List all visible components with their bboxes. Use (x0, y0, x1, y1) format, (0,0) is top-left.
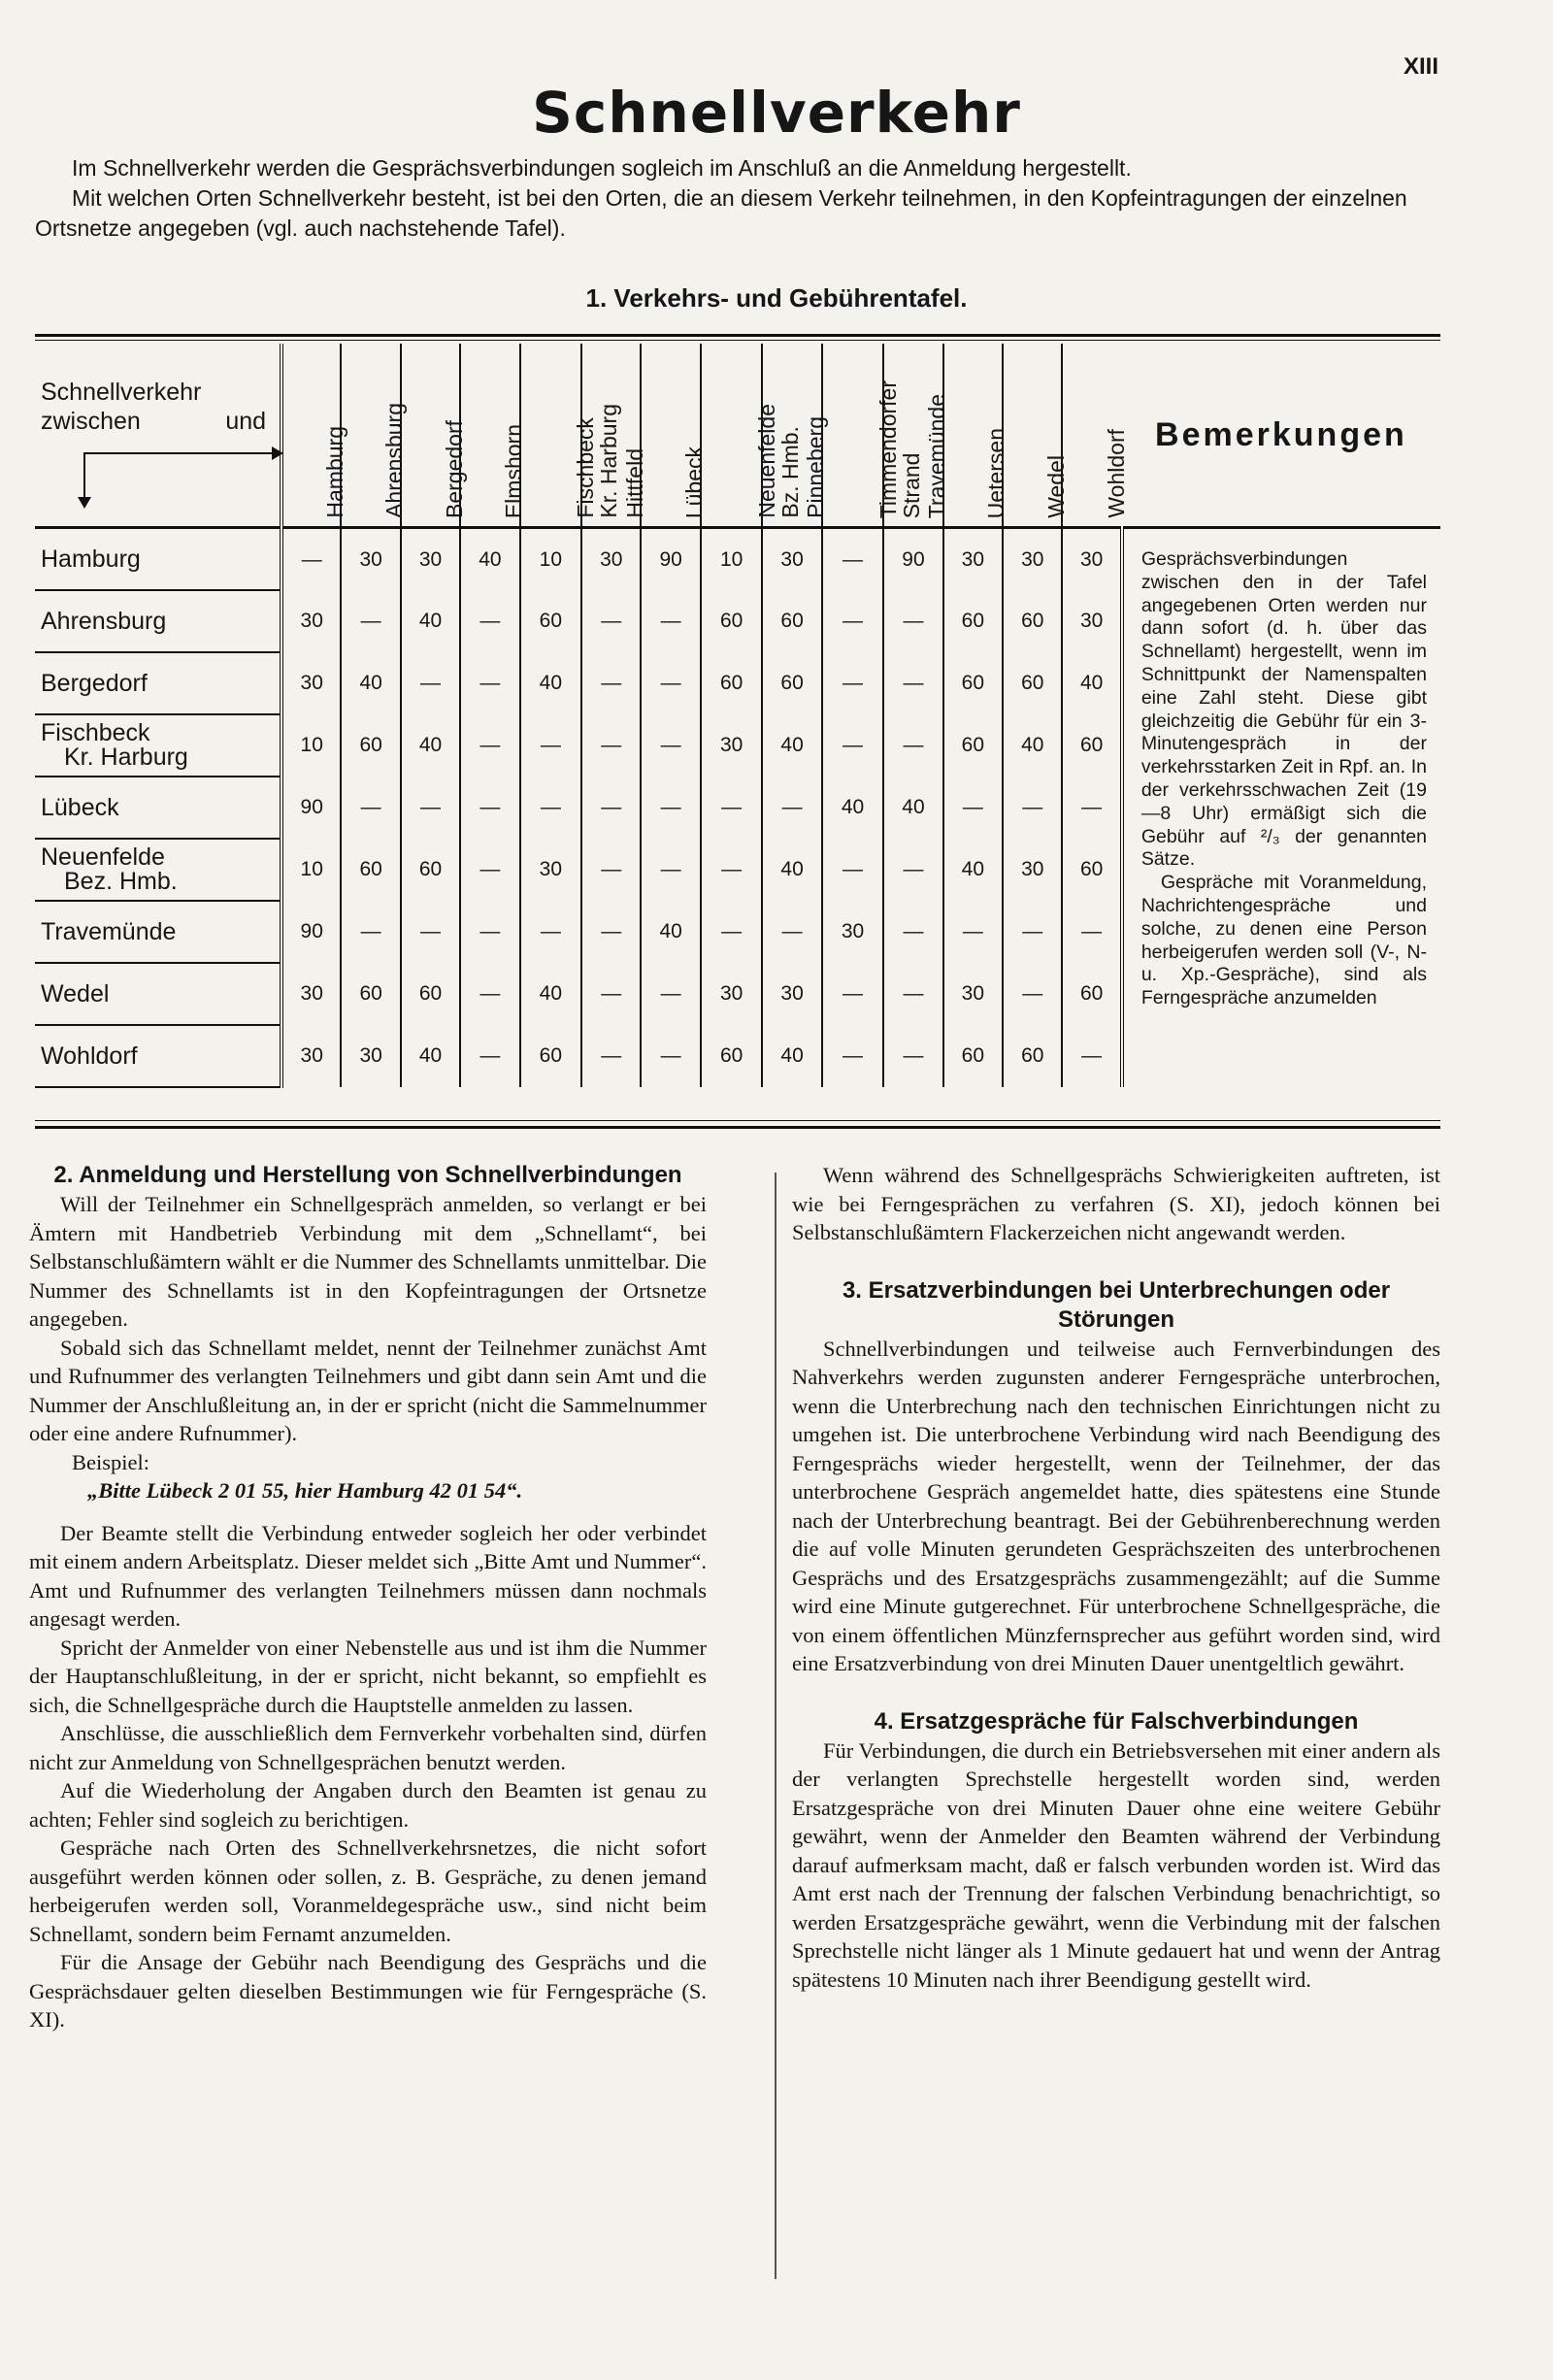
table-top-rule-thin (35, 340, 1440, 341)
fee-cell: — (883, 901, 942, 963)
row-place-name (35, 590, 281, 652)
fee-cell: 90 (281, 777, 341, 839)
arrow-right-icon (83, 452, 281, 454)
fee-cell: 30 (281, 590, 341, 652)
left-column (29, 1161, 707, 2034)
page-number: XIII (1403, 53, 1438, 80)
fee-cell: 60 (401, 839, 460, 901)
fee-cell: — (1003, 777, 1062, 839)
fee-cell: — (822, 714, 884, 777)
fee-cell: — (883, 963, 942, 1025)
fee-cell: 60 (341, 839, 400, 901)
example-label: Beispiel: (72, 1449, 149, 1474)
fee-cell: 60 (701, 1025, 763, 1087)
fee-cell: 60 (1062, 963, 1121, 1025)
table-corner (35, 344, 281, 528)
fee-cell: — (883, 1025, 942, 1087)
fee-cell: — (701, 901, 763, 963)
fee-cell: — (822, 590, 884, 652)
fee-cell: 40 (883, 777, 942, 839)
intro-paragraph: Im Schnellverkehr werden die Gesprächsverbindungen sogleich im Anschluß an die Anmeldung hergestellt. (72, 155, 1132, 181)
table-top-rule (35, 334, 1440, 337)
fee-cell: — (641, 714, 700, 777)
intro-text (35, 153, 1444, 244)
fee-cell: 10 (281, 714, 341, 777)
fee-cell: 60 (341, 963, 400, 1025)
fee-cell: — (581, 901, 641, 963)
fee-cell: — (1062, 1025, 1121, 1087)
corner-label-2: zwischen (41, 408, 141, 435)
column-header: Wohldorf (1062, 344, 1121, 528)
fee-cell: — (1003, 901, 1062, 963)
paragraph: Sobald sich das Schnellamt meldet, nennt der Teilnehmer zunächst Amt und Rufnummer des verlangten Teilnehmers und gibt dann sein Amt und die Nummer der Anschlußleitung an, in der er spricht (nicht die Sammelnummer oder eine andere Rufnummer). (29, 1335, 707, 1445)
fee-cell: 30 (1003, 839, 1062, 901)
column-header: Wedel (1003, 344, 1062, 528)
fee-cell: 40 (822, 777, 884, 839)
fee-cell: 30 (701, 963, 763, 1025)
fee-cell: 10 (281, 839, 341, 901)
fee-cell: — (581, 652, 641, 714)
page-title: Schnellverkehr (532, 80, 1021, 146)
column-header: Uetersen (943, 344, 1003, 528)
row-place-name-part: Wohldorf (41, 1041, 138, 1070)
fee-cell: 60 (762, 590, 821, 652)
fee-cell: 40 (762, 839, 821, 901)
row-place-name-part: Bez. Hmb. (64, 868, 178, 895)
fee-cell: — (943, 777, 1003, 839)
fee-cell: 40 (943, 839, 1003, 901)
fee-cell: — (1003, 963, 1062, 1025)
fee-cell: 40 (641, 901, 700, 963)
paragraph: Für Verbindungen, die durch ein Betriebsversehen mit einer andern als der verlangten Sprechstelle hergestellt worden sind, werden Ersatzgespräche von drei Minuten Dauer ohne eine weitere Gebühr gewährt, wenn der Anmelder den Beamten während der Verbindung darauf aufmerksam macht, daß er falsch verbunden worden ist. Wird das Amt erst nach der Trennung der falschen Verbindung benachrichtigt, so werden Ersatzgespräche gewährt, wenn die Verbindung mit der falschen Sprechstelle nicht länger als 1 Minute gedauert hat und wenn der Antrag spätestens 10 Minuten nach ihrer Beendigung gestellt wird. (792, 1737, 1440, 1992)
right-column (775, 1161, 1440, 1994)
fee-cell: — (822, 963, 884, 1025)
fee-cell: 30 (943, 528, 1003, 591)
fee-cell: — (883, 590, 942, 652)
fee-cell: — (641, 963, 700, 1025)
table-row (35, 528, 1440, 591)
fee-cell: — (460, 839, 519, 901)
fee-cell: 60 (762, 652, 821, 714)
fee-cell: — (883, 714, 942, 777)
fee-table (35, 344, 1440, 1088)
row-place-name (35, 901, 281, 963)
paragraph: Für die Ansage der Gebühr nach Beendigung des Gesprächs und die Gesprächsdauer gelten dieselben Bestimmungen wie für Ferngespräche (S. XI). (29, 1950, 707, 2032)
fee-cell: 30 (1062, 528, 1121, 591)
column-header: Neuenfelde Bz. Hmb. (701, 344, 763, 528)
fee-cell: — (762, 901, 821, 963)
fee-cell: 60 (943, 714, 1003, 777)
fee-cell: — (943, 901, 1003, 963)
fee-cell: — (341, 590, 400, 652)
fee-cell: 90 (281, 901, 341, 963)
section-heading-3: 3. Ersatzverbindungen bei Unterbrechungen oder Störungen (842, 1276, 1391, 1333)
fee-cell: — (460, 1025, 519, 1087)
fee-cell: 40 (460, 528, 519, 591)
fee-cell: — (581, 714, 641, 777)
fee-cell: 30 (762, 528, 821, 591)
fee-cell: 40 (401, 590, 460, 652)
column-header: Elmshorn (460, 344, 519, 528)
row-place-name-part: Wedel (41, 979, 110, 1008)
fee-cell: — (641, 590, 700, 652)
fee-cell: 40 (1003, 714, 1062, 777)
corner-label-3: und (225, 408, 267, 435)
fee-cell: — (341, 901, 400, 963)
fee-cell: 90 (883, 528, 942, 591)
table-bottom-rule (35, 1126, 1440, 1129)
fee-cell: 40 (520, 652, 582, 714)
fee-cell: — (581, 1025, 641, 1087)
table-bottom-rule-thin (35, 1120, 1440, 1121)
fee-cell: — (460, 901, 519, 963)
row-place-name (35, 714, 281, 777)
fee-cell: 40 (401, 1025, 460, 1087)
paragraph: Wenn während des Schnellgesprächs Schwierigkeiten auftreten, ist wie bei Ferngesprächen zu verfahren (S. XI), jedoch können bei Selbstanschlußämtern Flackerzeichen nicht angewandt werden. (792, 1163, 1440, 1244)
fee-cell: — (460, 714, 519, 777)
row-place-name (35, 777, 281, 839)
fee-cell: — (822, 652, 884, 714)
fee-cell: — (401, 652, 460, 714)
remarks-header: Bemerkungen (1122, 344, 1440, 528)
column-header: Hamburg (281, 344, 341, 528)
fee-cell: — (520, 714, 582, 777)
row-place-name-part: Bergedorf (41, 669, 148, 697)
fee-cell: — (641, 839, 700, 901)
fee-cell: 30 (581, 528, 641, 591)
fee-cell: 90 (641, 528, 700, 591)
row-place-name (35, 652, 281, 714)
fee-cell: — (281, 528, 341, 591)
fee-cell: — (581, 777, 641, 839)
fee-cell: 60 (701, 590, 763, 652)
fee-cell: 30 (281, 1025, 341, 1087)
fee-cell: 40 (401, 714, 460, 777)
fee-cell: 30 (281, 652, 341, 714)
fee-cell: — (701, 777, 763, 839)
column-header: Hittfeld (581, 344, 641, 528)
fee-cell: 30 (1062, 590, 1121, 652)
paragraph: Gespräche nach Orten des Schnellverkehrsnetzes, die nicht sofort ausgeführt werden können oder sollen, z. B. Gespräche, zu denen jemand herbeigerufen werden soll, Voranmeldegespräche usw., sind nicht beim Schnellamt, sondern beim Fernamt anzumelden. (29, 1835, 707, 1946)
example-text: „Bitte Lübeck 2 01 55, hier Hamburg 42 01 54“. (87, 1478, 523, 1503)
remarks-paragraph: Gesprächsverbindungen zwischen den in der Tafel angegebenen Orten werden nur dann sofort (d. h. über das Schnellamt) hergestellt, wenn im Schnittpunkt der Namenspalten eine Zahl steht. Diese gibt gleichzeitig die Gebühr für ein 3-Minutengespräch in der verkehrsstarken Zeit in Rpf. an. In der verkehrsschwachen Zeit (19—8 Uhr) ermäßigt sich die Gebühr auf ²/₃ der genannten Sätze. (1140, 548, 1427, 871)
fee-cell: — (581, 839, 641, 901)
row-place-name (35, 839, 281, 901)
row-place-name-part: Neuenfelde (41, 843, 165, 871)
fee-cell: — (520, 901, 582, 963)
column-header: Travemünde (883, 344, 942, 528)
fee-cell: 60 (401, 963, 460, 1025)
fee-cell: — (520, 777, 582, 839)
fee-cell: — (460, 590, 519, 652)
paragraph: Will der Teilnehmer ein Schnellgespräch anmelden, so verlangt er bei Ämtern mit Handbetrieb Verbindung mit dem „Schnellamt“, bei Selbstanschlußämtern wählt er die Nummer des Schnellamts unmittelbar. Die Nummer des Schnellamts ist in den Kopfeintragungen der Ortsnetze angegeben. (29, 1192, 707, 1331)
fee-cell: 30 (943, 963, 1003, 1025)
row-place-name-part: Hamburg (41, 545, 141, 573)
row-place-name-part: Ahrensburg (41, 607, 167, 635)
fee-cell: — (701, 839, 763, 901)
row-place-name (35, 963, 281, 1025)
row-place-name (35, 528, 281, 591)
fee-cell: — (581, 963, 641, 1025)
fee-cell: 40 (520, 963, 582, 1025)
fee-cell: 60 (520, 590, 582, 652)
fee-cell: 30 (281, 963, 341, 1025)
row-place-name-part: Lübeck (41, 793, 119, 821)
fee-cell: 40 (341, 652, 400, 714)
paragraph: Auf die Wiederholung der Angaben durch den Beamten ist genau zu achten; Fehler sind sogleich zu berichtigen. (29, 1778, 707, 1832)
fee-cell: 30 (341, 528, 400, 591)
table-title: 1. Verkehrs- und Gebührentafel. (585, 283, 968, 313)
fee-cell: 30 (1003, 528, 1062, 591)
fee-cell: 30 (701, 714, 763, 777)
fee-cell: — (822, 528, 884, 591)
fee-cell: 60 (1003, 590, 1062, 652)
fee-cell: 60 (1062, 839, 1121, 901)
fee-cell: — (762, 777, 821, 839)
column-header: Fischbeck Kr. Harburg (520, 344, 582, 528)
fee-cell: 60 (943, 590, 1003, 652)
fee-cell: 30 (401, 528, 460, 591)
fee-cell: — (641, 652, 700, 714)
fee-cell: — (460, 777, 519, 839)
paragraph: Schnellverbindungen und teilweise auch Fernverbindungen des Nahverkehrs werden zugunsten anderer Ferngespräche unterbrochen, wenn die Unterbrechung nach den technischen Einrichtungen nicht zu umgehen ist. Die unterbrochene Verbindung wird nach Beendigung des Ferngesprächs wieder hergestellt, wenn der Teilnehmer, der das unterbrochene Gespräch angemeldet hatte, dies spätestens eine Stunde nach der Unterbrechung beantragt. Bei der Gebührenberechnung werden die auf volle Minuten gerundeten Gesprächszeiten des unterbrochenen Gesprächs und des Ersatzgesprächs zusammengezählt; auf die Summe wird eine Minute gutgerechnet. Für unterbrochene Schnellgespräche, die von einem öffentlichen Münzfernsprecher aus geführt worden sind, wird eine Ersatzverbindung von drei Minuten Dauer unentgeltlich gewährt. (792, 1336, 1440, 1675)
fee-cell: — (641, 777, 700, 839)
fee-cell: — (581, 590, 641, 652)
fee-cell: 30 (822, 901, 884, 963)
fee-cell: 60 (1003, 1025, 1062, 1087)
row-place-name-part: Travemünde (41, 917, 177, 945)
column-header: Bergedorf (401, 344, 460, 528)
fee-cell: — (460, 963, 519, 1025)
paragraph: Anschlüsse, die ausschließlich dem Fernverkehr vorbehalten sind, dürfen nicht zur Anmeldung von Schnellgesprächen benutzt werden. (29, 1721, 707, 1774)
column-header: Lübeck (641, 344, 700, 528)
column-header: Ahrensburg (341, 344, 400, 528)
fee-cell: — (883, 839, 942, 901)
fee-cell: 40 (1062, 652, 1121, 714)
table-body (35, 528, 1440, 1088)
fee-cell: 60 (943, 1025, 1003, 1087)
fee-cell: 60 (701, 652, 763, 714)
section-heading-2: 2. Anmeldung und Herstellung von Schnellverbindungen (53, 1162, 682, 1188)
fee-cell: — (401, 777, 460, 839)
section-heading-4: 4. Ersatzgespräche für Falschverbindungen (874, 1707, 1359, 1735)
fee-cell: — (341, 777, 400, 839)
fee-cell: 40 (762, 714, 821, 777)
intro-paragraph: Mit welchen Orten Schnellverkehr besteht, ist bei den Orten, die an diesem Verkehr teilnehmen, in den Kopfeintragungen der einzelnen Ortsnetze angegeben (vgl. auch nachstehende Tafel). (35, 185, 1407, 241)
fee-cell: — (460, 652, 519, 714)
fee-cell: 60 (341, 714, 400, 777)
arrow-down-icon (83, 452, 85, 505)
fee-cell: — (641, 1025, 700, 1087)
fee-cell: — (883, 652, 942, 714)
remarks-paragraph: Gespräche mit Voranmeldung, Nachrichtengespräche und solche, zu denen eine Person herbeigerufen werden soll (V-, N- u. Xp.-Gespräche), sind als Ferngespräche anzumelden (1140, 872, 1427, 1009)
fee-cell: 60 (1003, 652, 1062, 714)
fee-cell: 40 (762, 1025, 821, 1087)
fee-cell: 30 (341, 1025, 400, 1087)
row-place-name-part: Kr. Harburg (64, 744, 188, 771)
paragraph: Der Beamte stellt die Verbindung entweder sogleich her oder verbindet mit einem andern Arbeitsplatz. Dieser meldet sich „Bitte Amt und Nummer“. Amt und Rufnummer des verlangten Teilnehmers müssen dann nochmals angesagt werden. (29, 1520, 707, 1631)
fee-cell: 30 (520, 839, 582, 901)
column-header: Timmendorfer Strand (822, 344, 884, 528)
fee-cell: 60 (520, 1025, 582, 1087)
fee-cell: — (1062, 777, 1121, 839)
fee-cell: — (822, 1025, 884, 1087)
fee-cell: 10 (701, 528, 763, 591)
fee-cell: — (1062, 901, 1121, 963)
corner-label-1: Schnellverkehr (41, 379, 202, 406)
row-place-name (35, 1025, 281, 1087)
fee-cell: — (401, 901, 460, 963)
remarks-text (1122, 528, 1440, 1088)
fee-cell: 30 (762, 963, 821, 1025)
paragraph: Spricht der Anmelder von einer Nebenstelle aus und ist ihm die Nummer der Hauptanschlußleitung, in der er spricht, nicht bekannt, so empfiehlt es sich, die Schnellgespräche durch die Hauptstelle anmelden zu lassen. (29, 1635, 707, 1717)
fee-cell: 60 (1062, 714, 1121, 777)
row-place-name-part: Fischbeck (41, 719, 150, 746)
fee-cell: — (822, 839, 884, 901)
fee-cell: 60 (943, 652, 1003, 714)
column-header: Pinneberg (762, 344, 821, 528)
fee-cell: 10 (520, 528, 582, 591)
